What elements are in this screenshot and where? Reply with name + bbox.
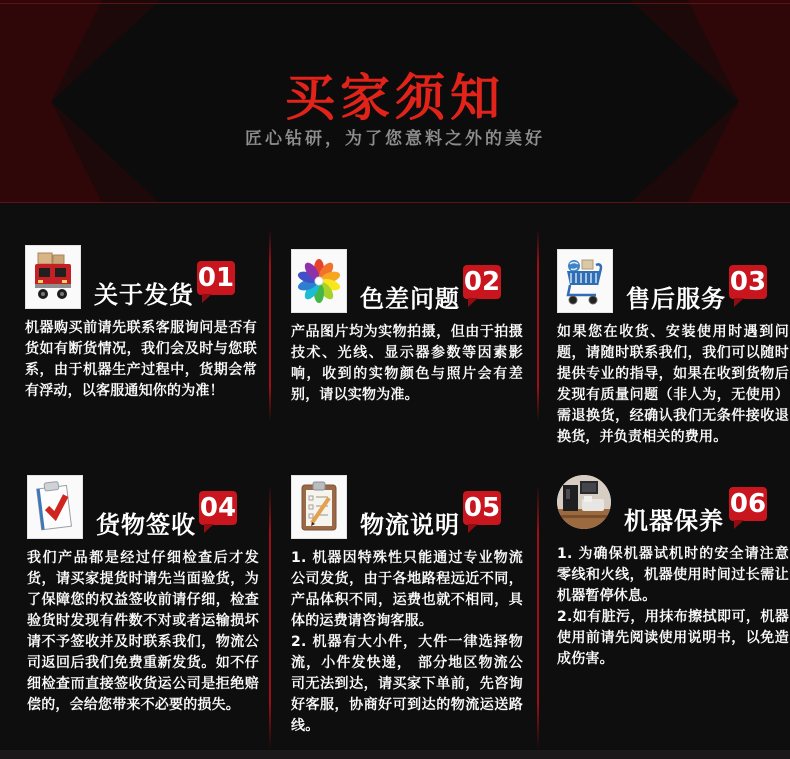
body-paragraph: 如果您在收货、安装使用时遇到问题，请随时联系我们，我们可以随时提供专业的指导，如果在收到货物后发现有质量问题（非人为，无使用）需退换货，经确认我们无条件接收退换货，并负责相关的费用。 bbox=[557, 324, 789, 445]
badge-number: 03 bbox=[729, 267, 767, 297]
icon-card bbox=[291, 249, 347, 313]
section-header bbox=[27, 475, 259, 539]
section-header bbox=[291, 249, 523, 313]
section-header bbox=[557, 249, 789, 313]
section-header bbox=[25, 245, 257, 309]
number-badge bbox=[463, 265, 501, 299]
page-title: 买家须知 bbox=[285, 69, 505, 127]
column-divider bbox=[537, 229, 539, 421]
page-subtitle: 匠心钻研，为了您意料之外的美好 bbox=[245, 129, 545, 149]
shopping-cart-icon bbox=[562, 257, 608, 305]
section-machine-maintenance bbox=[557, 471, 789, 670]
section-title: 色差问题 bbox=[360, 285, 460, 313]
notice-sections bbox=[0, 203, 790, 759]
section-body bbox=[557, 544, 789, 670]
section-color-difference bbox=[291, 249, 523, 406]
section-title: 物流说明 bbox=[360, 511, 460, 539]
body-paragraph: 产品图片均为实物拍摄，但由于拍摄技术、光线、显示器参数等因素影响，收到的实物颜色与照片会有差别，请以实物为准。 bbox=[291, 324, 523, 403]
clipboard-check-icon bbox=[32, 480, 78, 534]
badge-number: 05 bbox=[463, 493, 501, 523]
truck-icon bbox=[31, 251, 75, 303]
bottom-strip bbox=[0, 750, 790, 759]
number-badge bbox=[729, 265, 767, 299]
section-header bbox=[291, 475, 523, 539]
icon-card bbox=[27, 475, 83, 539]
section-body bbox=[25, 318, 257, 402]
icon-card bbox=[557, 249, 613, 313]
section-title: 关于发货 bbox=[94, 281, 194, 309]
section-body bbox=[27, 548, 259, 716]
top-red-divider bbox=[0, 3, 790, 4]
body-paragraph: 机器购买前请先联系客服询问是否有货如有断货情况，我们会及时与您联系，由于机器生产过程中，货期会常有浮动，以客服通知你的为准！ bbox=[25, 320, 257, 399]
machine-photo bbox=[557, 475, 611, 529]
badge-number: 02 bbox=[463, 267, 501, 297]
section-goods-acceptance bbox=[27, 475, 259, 716]
body-paragraph: 2. 机器有大小件，大件一律选择物流，小件发快递， 部分地区物流公司无法到达，请买家下单前，先咨询好客服，协商好可到达的物流运送路线。 bbox=[291, 634, 523, 734]
number-badge bbox=[729, 487, 767, 521]
section-title: 货物签收 bbox=[96, 511, 196, 539]
number-badge bbox=[199, 491, 237, 525]
badge-number: 01 bbox=[197, 263, 235, 293]
icon-card bbox=[25, 245, 81, 309]
body-paragraph: 1. 为确保机器试机时的安全请注意零线和火线，机器使用时间过长需让机器暂停休息。 bbox=[557, 546, 789, 604]
number-badge bbox=[197, 261, 235, 295]
section-title: 机器保养 bbox=[624, 507, 724, 535]
icon-card bbox=[557, 475, 611, 529]
section-header bbox=[557, 471, 789, 535]
section-title: 售后服务 bbox=[626, 285, 726, 313]
section-after-sales bbox=[557, 249, 789, 448]
section-logistics bbox=[291, 475, 523, 737]
column-divider bbox=[269, 484, 271, 749]
section-body bbox=[291, 322, 523, 406]
color-wheel-icon bbox=[296, 258, 342, 304]
clipboard-pencil-icon bbox=[298, 481, 340, 533]
badge-number: 06 bbox=[729, 489, 767, 519]
column-divider bbox=[537, 484, 539, 749]
section-body bbox=[291, 548, 523, 737]
section-shipping bbox=[25, 245, 257, 402]
body-paragraph: 1. 机器因特殊性只能通过专业物流公司发货，由于各地路程远近不同，产品体积不同，运费也就不相同，具体的运费请咨询客服。 bbox=[291, 550, 523, 629]
section-body bbox=[557, 322, 789, 448]
icon-card bbox=[291, 475, 347, 539]
hero-header bbox=[0, 0, 790, 203]
column-divider bbox=[269, 229, 271, 421]
badge-number: 04 bbox=[199, 493, 237, 523]
body-paragraph: 我们产品都是经过仔细检查后才发货，请买家提货时请先当面验货，为了保障您的权益签收前请仔细，检查验货时发现有件数不对或者运输损坏请不予签收并及时联系我们，物流公司返回后我们免费重新发货。如不仔细检查而直接签收货运公司是拒绝赔偿的，会给您带来不必要的损失。 bbox=[27, 550, 259, 713]
number-badge bbox=[463, 491, 501, 525]
body-paragraph: 2.如有脏污，用抹布擦拭即可，机器使用前请先阅读使用说明书，以免造成伤害。 bbox=[557, 609, 789, 667]
